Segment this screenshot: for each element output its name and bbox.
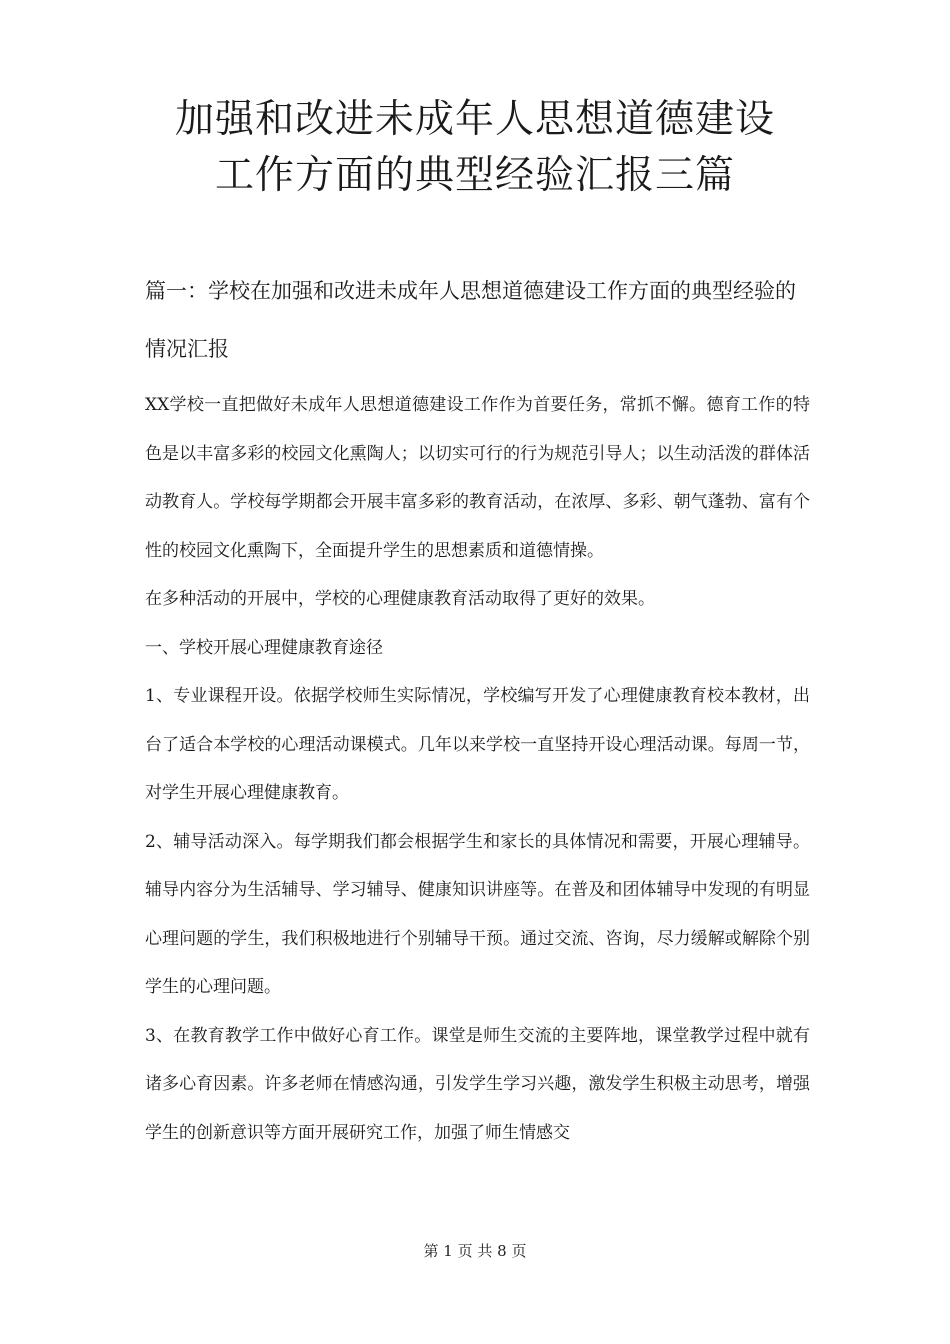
document-title xyxy=(100,92,850,204)
paragraph-item-3: 3、在教育教学工作中做好心育工作。课堂是师生交流的主要阵地，课堂教学过程中就有诸多心育因素。许多老师在情感沟通，引发学生学习兴趣，激发学生积极主动思考，增强学生的创新意识等方面开展研究工作，加强了师生情感交 xyxy=(145,1025,810,1143)
document-body xyxy=(145,381,810,1157)
document-title-line-1: 加强和改进未成年人思想道德建设 xyxy=(174,97,775,142)
page-number-prefix: 第 xyxy=(423,1242,439,1260)
section-heading: 篇一：学校在加强和改进未成年人思想道德建设工作方面的典型经验的情况汇报 xyxy=(145,279,796,361)
page-number-middle: 页 共 xyxy=(457,1242,493,1260)
page-number-suffix: 页 xyxy=(511,1242,527,1260)
paragraph-intro: XX学校一直把做好未成年人思想道德建设工作作为首要任务，常抓不懈。德育工作的特色是以丰富多彩的校园文化熏陶人；以切实可行的行为规范引导人；以生动活泼的群体活动教育人。学校每学期都会开展丰富多彩的教育活动，在浓厚、多彩、朝气蓬勃、富有个性的校园文化熏陶下，全面提升学生的思想素质和道德情操。 xyxy=(145,395,810,561)
page-footer xyxy=(0,1241,950,1261)
paragraph-activities: 在多种活动的开展中，学校的心理健康教育活动取得了更好的效果。 xyxy=(145,589,655,609)
paragraph-item-1: 1、专业课程开设。依据学校师生实际情况，学校编写开发了心理健康教育校本教材，出台了适合本学校的心理活动课模式。几年以来学校一直坚持开设心理活动课。每周一节，对学生开展心理健康教育。 xyxy=(145,686,810,803)
paragraph-subheading: 一、学校开展心理健康教育途径 xyxy=(145,637,383,658)
document-title-line-2: 工作方面的典型经验汇报三篇 xyxy=(214,153,735,198)
page-number-current: 1 xyxy=(443,1242,453,1260)
paragraph-item-2: 2、辅导活动深入。每学期我们都会根据学生和家长的具体情况和需要，开展心理辅导。辅导内容分为生活辅导、学习辅导、健康知识讲座等。在普及和团体辅导中发现的有明显心理问题的学生，我们积极地进行个别辅导干预。通过交流、咨询，尽力缓解或解除个别学生的心理问题。 xyxy=(145,831,810,997)
page-number-total: 8 xyxy=(497,1242,507,1260)
